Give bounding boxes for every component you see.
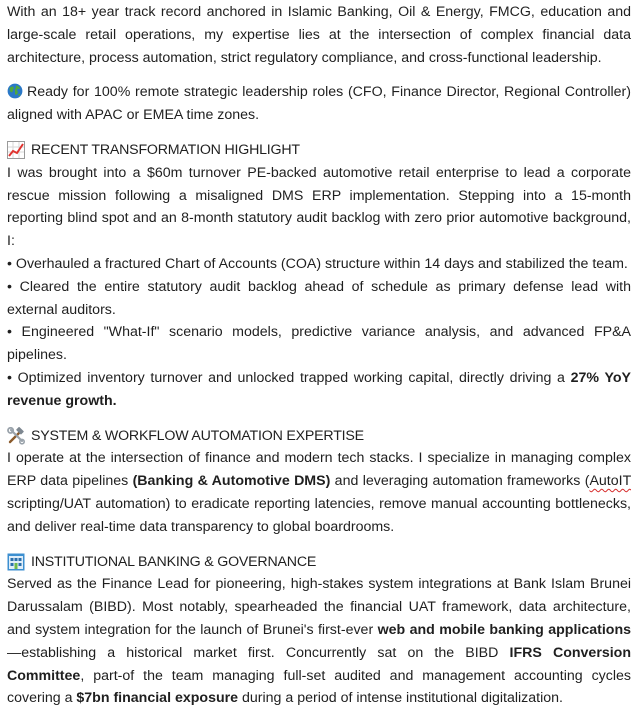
banking-text-part-4: during a period of intense institutional digitalization.	[238, 690, 563, 707]
remote-availability-text: Ready for 100% remote strategic leadership roles (CFO, Finance Director, Regional Controller) aligned with APAC or EMEA time zones.	[7, 84, 631, 124]
banking-heading	[7, 551, 631, 574]
spacer	[7, 127, 631, 139]
banking-heading-text: INSTITUTIONAL BANKING & GOVERNANCE	[31, 553, 317, 570]
banking-text-part-2: —establishing a historical market first. Concurrently sat on the BIBD	[7, 644, 510, 661]
bank-building-icon	[7, 553, 25, 571]
transformation-heading	[7, 139, 631, 162]
automation-text-part-1: I operate at the intersection of finance and modern tech stacks. I specialize in managing complex ERP data pipelines	[7, 450, 631, 490]
automation-heading	[7, 425, 631, 448]
remote-availability-paragraph	[7, 81, 631, 127]
automation-text-part-3: scripting/UAT automation) to eradicate reporting latencies, remove manual accounting bottlenecks, and deliver real-time data transparency to global boardrooms.	[7, 495, 631, 535]
transformation-bullet-4	[7, 367, 631, 413]
transformation-heading-text: RECENT TRANSFORMATION HIGHLIGHT	[31, 141, 300, 158]
bullet-4-text: • Optimized inventory turnover and unlocked trapped working capital, directly driving a	[7, 369, 571, 386]
banking-dms-highlight: (Banking & Automotive DMS)	[132, 473, 331, 490]
intro-paragraph: With an 18+ year track record anchored in Islamic Banking, Oil & Energy, FMCG, education and large-scale retail operations, my expertise lies at the intersection of complex financial data architecture, process automation, strict regulatory compliance, and cross-functional leadership.	[7, 4, 631, 66]
globe-icon	[7, 83, 23, 99]
chart-increasing-icon	[7, 141, 25, 159]
revenue-growth-highlight: 27% YoY revenue growth.	[7, 369, 631, 409]
banking-text-part-1: Served as the Finance Lead for pioneering, high-stakes system integrations at Bank Islam Brunei Darussalam (BIBD). Most notably, spearheaded the financial UAT framework, data architecture, and system integration for the launch of Brunei's first-ever	[7, 576, 631, 638]
automation-heading-text: SYSTEM & WORKFLOW AUTOMATION EXPERTISE	[31, 427, 364, 444]
transformation-bullet-2: • Cleared the entire statutory audit backlog ahead of schedule as primary defense lead with external auditors.	[7, 278, 631, 318]
spacer	[7, 69, 631, 81]
financial-exposure-highlight: $7bn financial exposure	[76, 690, 239, 707]
spacer	[7, 539, 631, 551]
spacer	[7, 413, 631, 425]
automation-paragraph	[7, 447, 631, 538]
banking-apps-highlight: web and mobile banking applications	[377, 621, 631, 638]
spellcheck-flagged-word[interactable]: AutoIT	[589, 473, 631, 490]
transformation-bullet-1: • Overhauled a fractured Chart of Accounts (COA) structure within 14 days and stabilized the team.	[7, 255, 628, 272]
transformation-bullet-3: • Engineered "What-If" scenario models, predictive variance analysis, and advanced FP&A pipelines.	[7, 324, 631, 364]
hammer-and-wrench-icon	[7, 427, 25, 445]
ifrs-committee-highlight: IFRS Conversion Committee	[7, 644, 631, 684]
banking-text-part-3: , part-of the team managing full-set audited and management accounting cycles covering a	[7, 667, 631, 707]
transformation-intro: I was brought into a $60m turnover PE-backed automotive retail enterprise to lead a corporate rescue mission following a misaligned DMS ERP implementation. Stepping into a 15-month reporting blind spot and an 8-month statutory audit backlog with zero prior automotive background, I:	[7, 164, 631, 250]
banking-paragraph	[7, 573, 631, 710]
automation-text-part-2: and leveraging automation frameworks (	[330, 473, 590, 490]
